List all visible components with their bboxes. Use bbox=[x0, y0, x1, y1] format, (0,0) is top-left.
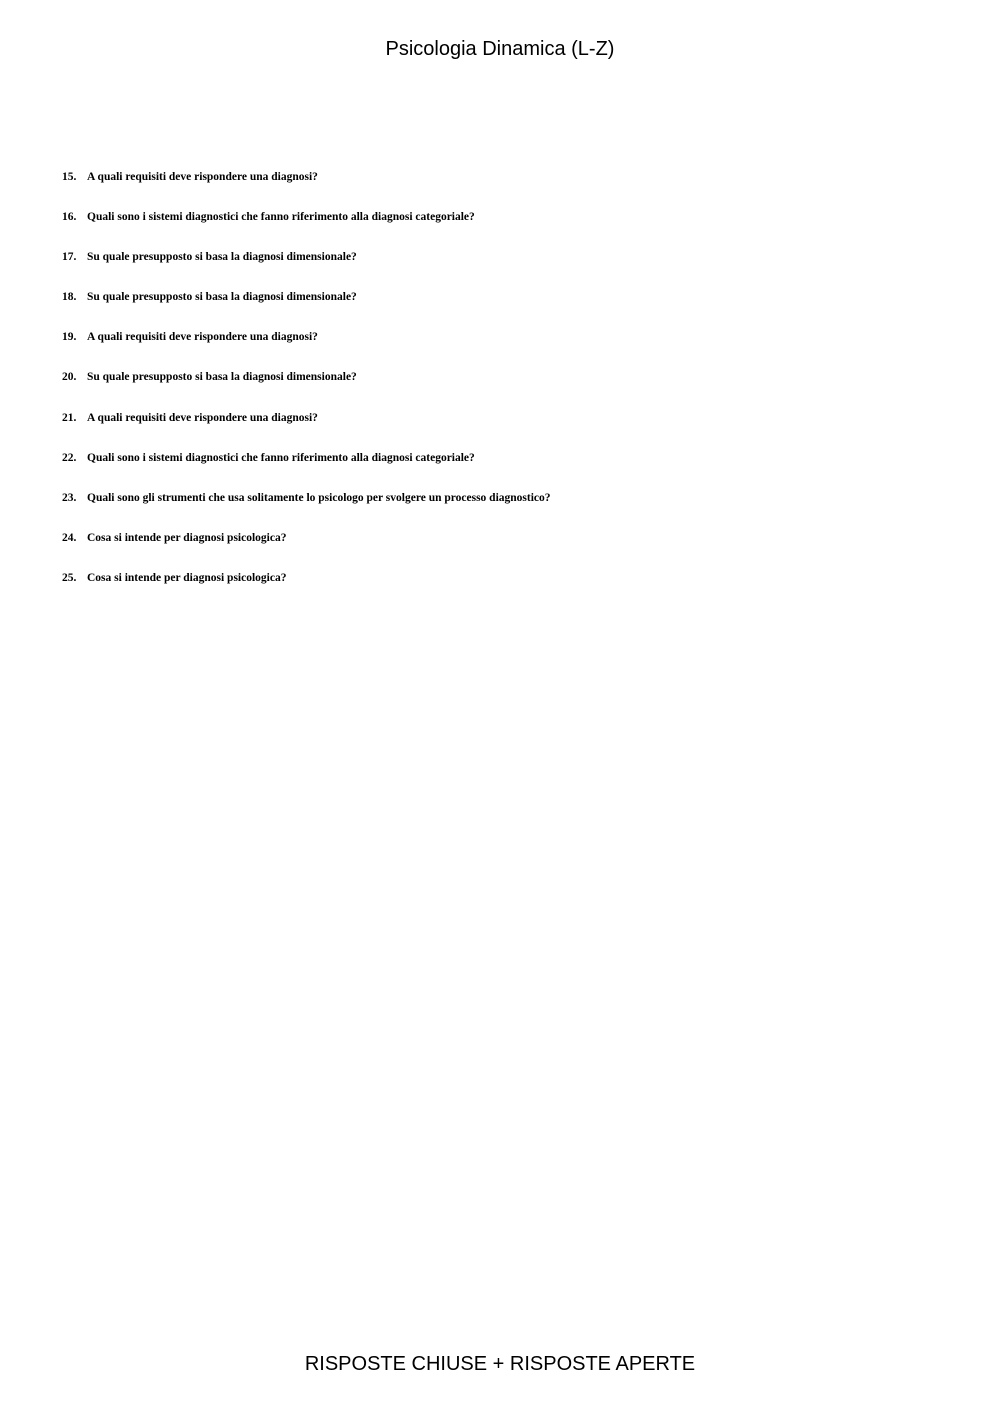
question-item bbox=[62, 529, 942, 569]
question-text: Quali sono i sistemi diagnostici che fanno riferimento alla diagnosi categoriale? bbox=[87, 211, 475, 224]
question-number: 20. bbox=[62, 371, 77, 384]
question-item bbox=[62, 449, 942, 489]
question-number: 23. bbox=[62, 491, 77, 504]
question-item bbox=[62, 288, 942, 328]
question-text: Su quale presupposto si basa la diagnosi dimensionale? bbox=[87, 371, 357, 384]
question-item bbox=[62, 328, 942, 368]
page-footer: RISPOSTE CHIUSE + RISPOSTE APERTE bbox=[304, 1353, 696, 1375]
question-number: 18. bbox=[62, 291, 77, 304]
question-list bbox=[62, 168, 942, 609]
question-text: Cosa si intende per diagnosi psicologica? bbox=[87, 571, 287, 584]
question-text: A quali requisiti deve rispondere una diagnosi? bbox=[87, 331, 318, 344]
question-number: 15. bbox=[62, 171, 77, 183]
question-text: A quali requisiti deve rispondere una diagnosi? bbox=[87, 411, 318, 424]
question-item bbox=[62, 168, 942, 208]
question-text: Quali sono gli strumenti che usa solitamente lo psicologo per svolgere un processo diagnostico? bbox=[87, 491, 551, 504]
question-number: 19. bbox=[62, 331, 77, 344]
question-item bbox=[62, 409, 942, 449]
question-number: 17. bbox=[62, 251, 77, 264]
question-item bbox=[62, 569, 942, 609]
question-text: Quali sono i sistemi diagnostici che fanno riferimento alla diagnosi categoriale? bbox=[87, 451, 475, 464]
page-title: Psicologia Dinamica (L-Z) bbox=[385, 38, 615, 60]
question-text: Su quale presupposto si basa la diagnosi dimensionale? bbox=[87, 291, 357, 304]
question-text: Su quale presupposto si basa la diagnosi dimensionale? bbox=[87, 251, 357, 264]
question-text: A quali requisiti deve rispondere una diagnosi? bbox=[87, 171, 318, 183]
question-item bbox=[62, 208, 942, 248]
question-number: 16. bbox=[62, 211, 77, 224]
question-number: 24. bbox=[62, 531, 77, 544]
question-text: Cosa si intende per diagnosi psicologica? bbox=[87, 531, 287, 544]
question-item bbox=[62, 368, 942, 408]
question-item bbox=[62, 248, 942, 288]
question-number: 25. bbox=[62, 571, 77, 584]
question-number: 21. bbox=[62, 411, 77, 424]
question-number: 22. bbox=[62, 451, 77, 464]
question-item bbox=[62, 489, 942, 529]
